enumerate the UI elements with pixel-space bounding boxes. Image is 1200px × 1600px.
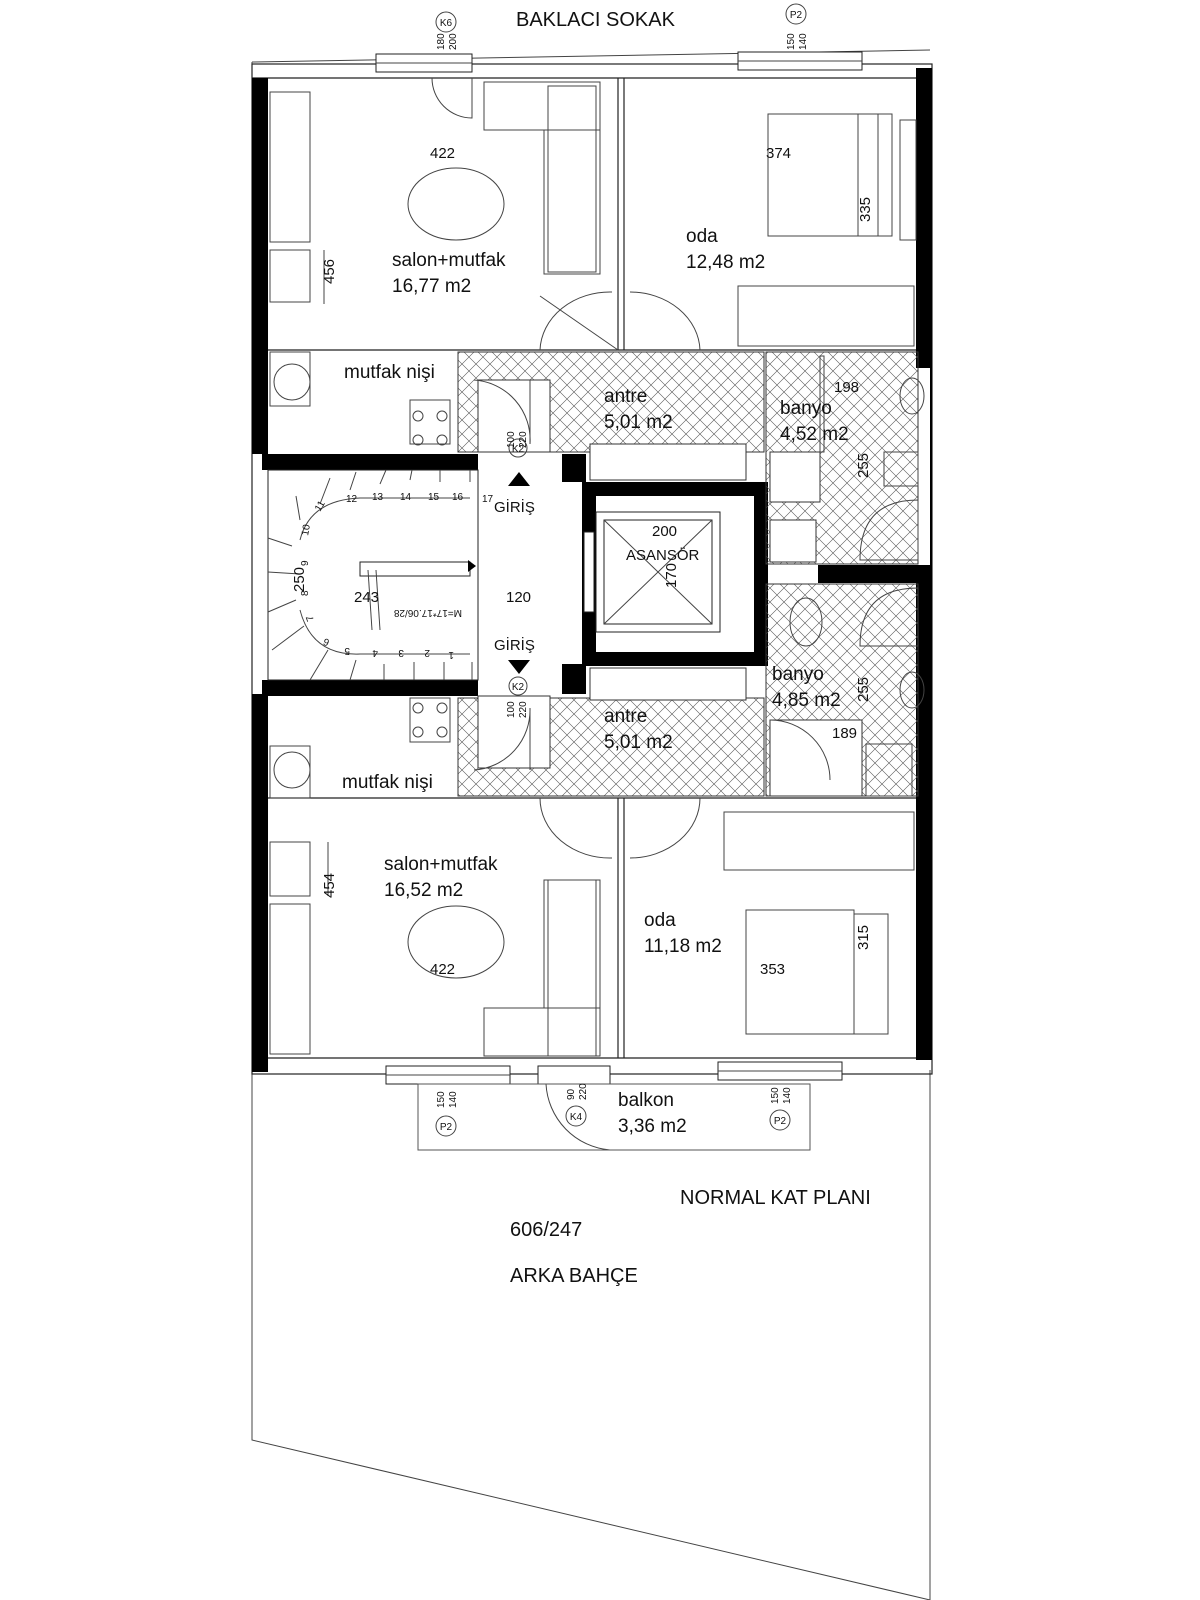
plan-title: NORMAL KAT PLANI — [680, 1187, 871, 1209]
window-p2-top-height: 140 — [798, 33, 809, 50]
elevator-height: 170 — [663, 562, 680, 588]
stair-step-number: 13 — [372, 492, 384, 503]
stair-step-number: 9 — [300, 560, 311, 566]
salon-bottom-width: 422 — [430, 961, 456, 978]
oda-bottom-name: oda — [644, 910, 676, 931]
entry-bottom-tag: K2 — [511, 682, 525, 693]
stair-width: 243 — [354, 589, 380, 606]
oda-bottom-width: 353 — [760, 961, 786, 978]
banyo-bottom-area: 4,85 m2 — [772, 690, 841, 711]
window-p2-bl-tag: P2 — [439, 1122, 453, 1133]
antre-top-area: 5,01 m2 — [604, 412, 673, 433]
window-p2-top-tag: P2 — [789, 10, 803, 21]
wall-left-top — [252, 78, 268, 454]
door-k4-height: 220 — [578, 1083, 589, 1100]
banyo-bottom-height: 255 — [855, 676, 872, 702]
door-k4 — [538, 1066, 610, 1084]
balcony-outline — [418, 1084, 810, 1150]
stair-step-number: 12 — [346, 494, 358, 505]
stair-step-number: 1 — [448, 649, 454, 660]
site-boundary — [252, 62, 930, 1600]
balkon-name: balkon — [618, 1090, 674, 1111]
salon-top-width: 422 — [430, 145, 456, 162]
banyo-bottom-width: 189 — [832, 725, 858, 742]
salon-top-height: 456 — [321, 258, 338, 284]
stair-height: 250 — [291, 566, 308, 592]
oda-top-name: oda — [686, 226, 718, 247]
elevator-width: 200 — [652, 523, 678, 540]
stair-step-number: 6 — [322, 635, 332, 648]
door-k4-width: 90 — [566, 1088, 577, 1100]
wall-right — [916, 68, 930, 368]
entry-top-label: GİRİŞ — [494, 499, 535, 516]
window-p2-br-width: 150 — [770, 1087, 781, 1104]
rear-garden-label: ARKA BAHÇE — [510, 1265, 638, 1287]
window-k6-width: 180 — [436, 33, 447, 50]
core-wall-top — [262, 454, 478, 470]
mutfak-bottom-name: mutfak nişi — [342, 772, 433, 793]
antre-bottom-area: 5,01 m2 — [604, 732, 673, 753]
entry-arrow-top — [508, 472, 530, 486]
balkon-area: 3,36 m2 — [618, 1116, 687, 1137]
stair-step-number: 5 — [344, 645, 350, 656]
banyo-top-area: 4,52 m2 — [780, 424, 849, 445]
stair-step-number: 8 — [300, 590, 311, 596]
wall-left-bottom — [252, 694, 268, 1072]
banyo-bottom-name: banyo — [772, 664, 824, 685]
oda-bottom-height: 315 — [855, 924, 872, 950]
door-k4-tag: K4 — [569, 1112, 583, 1123]
banyo-top-height: 255 — [855, 452, 872, 478]
salon-bottom-name: salon+mutfak — [384, 854, 498, 875]
salon-bottom-height: 454 — [321, 872, 338, 898]
landing-dim: 120 — [506, 589, 532, 606]
window-p2-top-width: 150 — [786, 33, 797, 50]
window-k6-height: 200 — [448, 33, 459, 50]
core-wall-bottom — [262, 680, 478, 696]
stair-step-number: 4 — [372, 647, 378, 658]
salon-top-name: salon+mutfak — [392, 250, 506, 271]
banyo-top-name: banyo — [780, 398, 832, 419]
window-p2-bl-height: 140 — [448, 1091, 459, 1108]
mutfak-top-name: mutfak nişi — [344, 362, 435, 383]
entry-bottom-label: GİRİŞ — [494, 637, 535, 654]
window-k6-tag: K6 — [439, 18, 453, 29]
elevator-name: ASANSÖR — [626, 547, 700, 564]
stair-note: M=17*17.06/28 — [393, 607, 462, 618]
elevator-wall-top — [562, 454, 586, 482]
antre-top-door-height: 220 — [518, 431, 529, 448]
elevator-shaft-wall — [582, 482, 768, 496]
stair-step-number: 3 — [398, 647, 404, 658]
stair-step-number: 15 — [428, 492, 440, 503]
window-p2-br-height: 140 — [782, 1087, 793, 1104]
antre-bottom-door-height: 220 — [518, 701, 529, 718]
stair-step-number: 14 — [400, 492, 412, 503]
street-name: BAKLACI SOKAK — [516, 9, 675, 31]
antre-top-name: antre — [604, 386, 648, 407]
parcel-number: 606/247 — [510, 1219, 583, 1241]
antre-bottom-door-width: 100 — [506, 701, 517, 718]
banyo-top-width: 198 — [834, 379, 860, 396]
elevator-shaft-wall-b — [582, 652, 768, 666]
stair-step-number: 11 — [313, 499, 328, 514]
elevator-wall-bottom — [562, 664, 586, 694]
oda-bottom-area: 11,18 m2 — [644, 936, 722, 957]
bath-separator — [818, 565, 930, 583]
salon-bottom-area: 16,52 m2 — [384, 880, 464, 901]
oda-top-height: 335 — [857, 196, 874, 222]
window-p2-bl-width: 150 — [436, 1091, 447, 1108]
oda-top-area: 12,48 m2 — [686, 252, 766, 273]
stair-step-number: 7 — [304, 613, 317, 623]
stair-step-number: 10 — [300, 523, 313, 537]
stair-step-number: 17 — [482, 494, 494, 505]
oda-top-width: 374 — [766, 145, 792, 162]
salon-top-area: 16,77 m2 — [392, 276, 472, 297]
antre-top-door-width: 100 — [506, 431, 517, 448]
window-p2-br-tag: P2 — [773, 1116, 787, 1127]
stair-step-number: 16 — [452, 492, 464, 503]
antre-bottom-name: antre — [604, 706, 648, 727]
entry-top-tag: K2 — [511, 444, 525, 455]
entry-arrow-bottom — [508, 660, 530, 674]
stair-step-number: 2 — [424, 647, 430, 658]
